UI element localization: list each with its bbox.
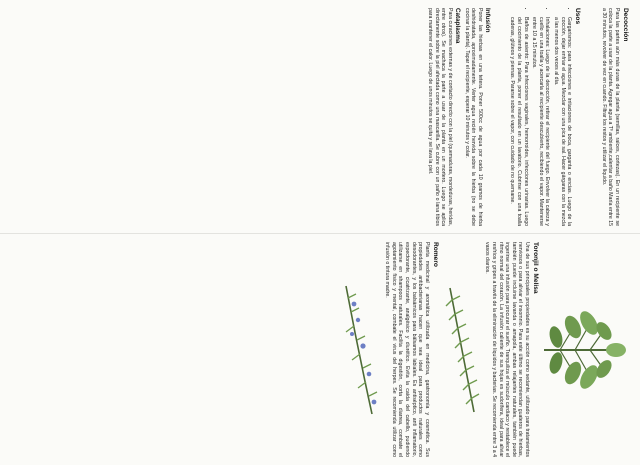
page-fold [0, 233, 640, 234]
romero-text: Planta medicinal y aromática utilizada en medicina, gastronomía y cosmética. Sus propiedades antibacterianas hacen que sea ideal para productos naturales como desodorantes, y los balsámicos para bálsamos labiales. Es antiséptico, anti inflamatorio, expectorante, cicatrizante, analgésico y diurético. Evita la caída del cabello, pudiendo utilizarse en shampoos naturales. Facilita la digestión, corta la diarrea, combate el agotamiento físico y mental, combate el virus del herpes. Se recomienda utilizar como infusión o tintura madre. [384, 242, 430, 457]
decoccion-text: Para las partes aún más duras de la planta (semillas, raíces, cortezas). En un recipiente se coloca la parte a usar de la planta. Agregar agua a Tº ambiente,calentar a baño María entre 15 a 30 minutos, revolver de vez en cuando. Filtrar los restos y utilizar el líquido. [600, 8, 620, 226]
rosemary-flowers [346, 286, 377, 414]
melisa-leaves [544, 308, 626, 392]
usos-item-banos: • Baños de asiento: Para infecciones vaginales, hemorroides, infecciones urinarias. Luego del cocimiento de la planta, poner el resultado en un lavatorio. Cubrirse con una toalla caderas, glúteos y piernas. Pararse sobre el vapor, con cuidado de no quemarse. [509, 17, 529, 226]
usos-heading: Usos [574, 8, 582, 25]
infusion-heading: Infusión [483, 8, 491, 33]
romero-section [384, 242, 439, 457]
cataplasma-section [427, 8, 461, 226]
cataplasma-text: Para curaciones externas y de contacto directo con la piel (quemaduras, mordeduras, heridas, entre otros). Se machaca la parte a usar de la planta en un mortero. Luego se aplica directamente sobre la piel afectada como una mascarilla. Se cubre con un paño o lana tibios para mantener el calor. Luego de unos minutos se quita y se lava la piel. [427, 8, 454, 226]
usos-item-inhalaciones: • Inhalaciones: Luego de la decocción, retirar el recipiente del fuego. Envolver la cabeza y cuello en una toalla y acercarla al recipiente descubierto, recibiendo el vapor. Mantenerse entre 10 a 15 minutos. [531, 17, 551, 226]
left-column [0, 0, 640, 232]
cataplasma-heading: Cataplasma [454, 8, 462, 44]
usos-item-gargarismos: • Gargarismos: para infecciones e irritaciones de boca, garganta o encías. Luego de la cocción, dejar enfriar el agua. Mezclar con una pica de sal. Hacer gárgaras con la mezcla a las menos dos veces al día. [552, 17, 572, 226]
infusion-section [463, 8, 491, 226]
toronjil-section [484, 242, 539, 457]
decoccion-heading: Decocción [622, 8, 629, 42]
romero-flowering-sprig-image [338, 280, 382, 420]
decoccion-section [600, 8, 629, 226]
right-column [0, 236, 640, 465]
infusion-text: Poner las hierbas en una tetera. Poner 500cc de agua por cada 10 gramos de hierba deshidratada, aproximadamente. Verter agua recién hervida sobre la hierba (no se debe cocinar la planta). Tapar el recipiente, esperar 10 minutos y colar. [463, 8, 483, 226]
melisa-plant-image [542, 275, 630, 425]
usos-list [509, 8, 572, 226]
romero-heading: Romero [431, 242, 439, 267]
toronjil-text: Una de sus principales propiedades es su acción como sedante, utilizado para tratamientos nerviosos o para aliviar el insomnio. Para este último se recomiendan guateros de hierbas, también puede incluirse lavanda o amapola, ambas relajantes naturales, también puede ingerirse una infusión para procurar el sueño. Tranquiliza el músculo cardíaco y restablece el ritmo normal del corazón. La infusión caliente de sus hojas es sudorífera, ideal para aliviar resfríos y gripes a través de la eliminación de líquidos y bacterias. Se recomienda entre 3 a 4 vasos diarios. [484, 242, 530, 457]
romero-sprig-image-top [442, 280, 482, 420]
usos-section [509, 8, 581, 226]
rosemary-leaves [446, 288, 479, 412]
toronjil-heading: Toronjil o Melisa [532, 242, 539, 294]
